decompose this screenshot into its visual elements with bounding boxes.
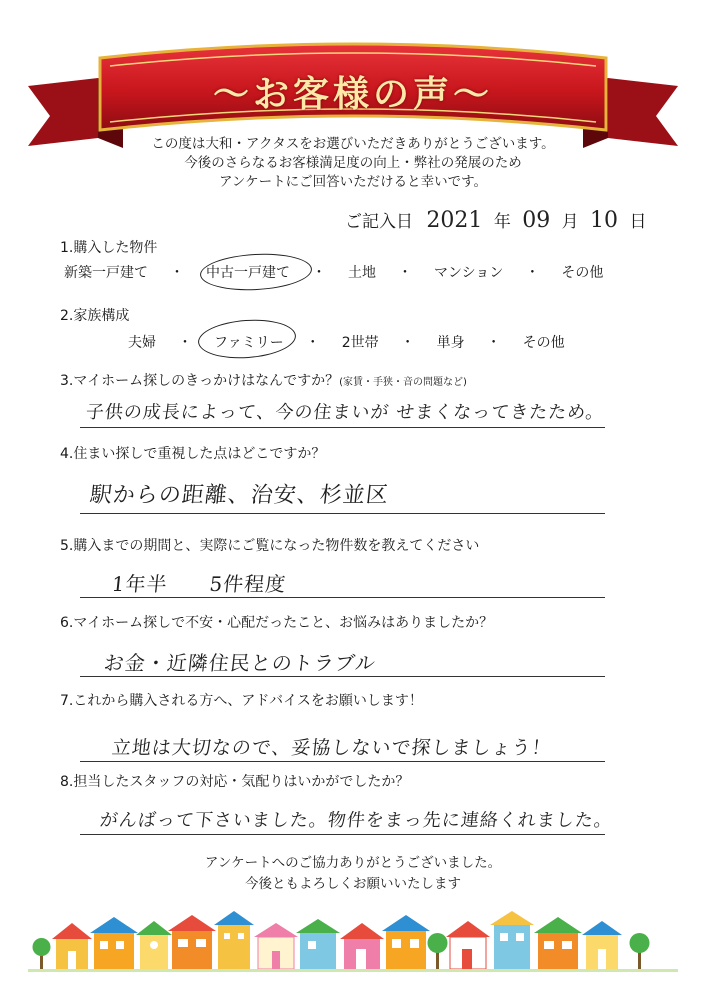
q2-option-family[interactable]: ファミリー: [214, 335, 284, 351]
house-icon: [382, 915, 430, 969]
house-icon: [214, 911, 254, 969]
q2-label: 2.家族構成: [60, 308, 130, 324]
q4-answer-line: [80, 513, 605, 514]
q5-label: 5.購入までの期間と、実際にご覧になった物件数を教えてください: [60, 538, 480, 554]
q3-answer: 子供の成長によって、今の住まいが せまくなってきたため。: [84, 402, 606, 423]
houses-illustration: [28, 905, 678, 975]
q4-label: 4.住まい探しで重視した点はどこですか？: [60, 446, 326, 462]
q1-option-land[interactable]: 土地: [348, 265, 376, 281]
q1-option-other[interactable]: その他: [561, 265, 604, 281]
q3-label-note: (家賃・手狭・音の問題など): [339, 377, 467, 388]
date-label: ご記入日: [345, 212, 413, 232]
house-icon: [534, 917, 582, 969]
tree-icon: [428, 933, 448, 969]
q6-answer-line: [80, 676, 605, 677]
house-icon: [296, 919, 340, 969]
q4-answer: 駅からの距離、治安、杉並区: [88, 483, 391, 508]
date-year-label: 年: [493, 212, 511, 232]
date-month: 09: [522, 208, 551, 233]
q7-label: 7.これから購入される方へ、アドバイスをお願いします！: [60, 693, 423, 709]
tree-icon: [33, 938, 51, 969]
intro-line-1: この度は大和・アクタスをお選びいただきありがとうございます。: [151, 136, 555, 152]
q8-answer: がんばって下さいました。物件をまっ先に連絡くれました。: [98, 810, 614, 831]
q1-label: 1.購入した物件: [60, 240, 158, 256]
q2-selection-circle: [197, 317, 297, 362]
footer-line-1: アンケートへのご協力ありがとうございました。: [204, 855, 502, 871]
q7-answer-line: [80, 761, 605, 762]
footer-line-2: 今後ともよろしくお願いいたします: [245, 876, 461, 892]
house-icon: [490, 911, 534, 969]
q2-option-other[interactable]: その他: [522, 335, 565, 351]
house-icon: [136, 921, 172, 969]
q7-answer: 立地は大切なので、妥協しないで探しましょう！: [110, 737, 553, 759]
q6-label: 6.マイホーム探しで不安・心配だったこと、お悩みはありましたか？: [60, 615, 494, 631]
q2-option-two-gen[interactable]: 2世帯: [341, 335, 379, 351]
q1-option-used-house[interactable]: 中古一戸建て: [206, 265, 290, 281]
q2-option-couple[interactable]: 夫婦: [128, 335, 156, 351]
q1-option-condo[interactable]: マンション: [434, 265, 504, 281]
q1-option-new-house[interactable]: 新築一戸建て: [64, 265, 148, 281]
date-month-label: 月: [561, 212, 579, 232]
date-day-label: 日: [629, 212, 647, 232]
q1-selection-circle: [199, 251, 313, 293]
q2-option-single[interactable]: 単身: [436, 335, 465, 351]
house-icon: [254, 923, 298, 969]
date-day: 10: [590, 208, 619, 233]
house-icon: [340, 923, 384, 969]
q5-answer-line: [80, 597, 605, 598]
house-icon: [168, 915, 216, 969]
house-icon: [582, 921, 622, 969]
q3-label-text: 3.マイホーム探しのきっかけはなんですか？: [60, 373, 340, 389]
house-icon: [446, 921, 490, 969]
q1-options: 新築一戸建て ・ 中古一戸建て ・ 土地 ・ マンション ・ その他: [64, 262, 603, 282]
q8-answer-line: [80, 834, 605, 835]
q2-options: 夫婦 ・ ファミリー ・ 2世帯 ・ 単身 ・ その他: [128, 332, 565, 352]
q6-answer: お金・近隣住民とのトラブル: [102, 651, 378, 675]
q3-label: [60, 370, 467, 390]
date-year: 2021: [426, 208, 483, 233]
q5-answer: 1年半 5件程度: [110, 572, 288, 596]
date-row: [345, 207, 646, 233]
q8-label: 8.担当したスタッフの対応・気配りはいかがでしたか？: [60, 774, 410, 790]
house-icon: [90, 917, 138, 969]
intro-line-2: 今後のさらなるお客様満足度の向上・弊社の発展のため: [184, 155, 522, 171]
intro-line-3: アンケートにご回答いただけると幸いです。: [218, 174, 488, 190]
q3-answer-line: [80, 427, 605, 428]
banner-title: ～お客様の声～: [212, 74, 493, 115]
house-icon: [52, 923, 92, 969]
tree-icon: [630, 933, 650, 969]
